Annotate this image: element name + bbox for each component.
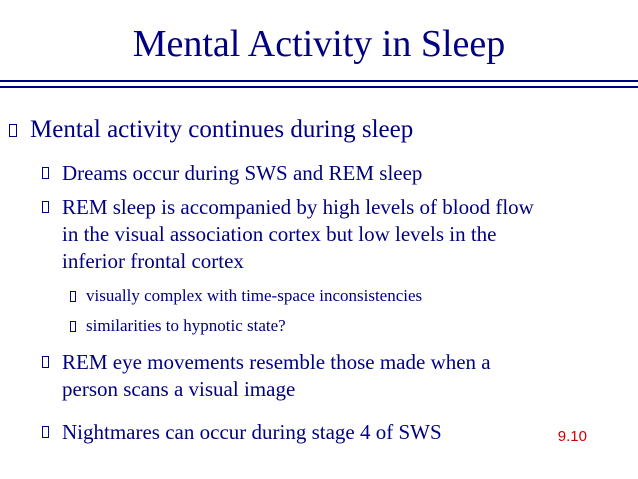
bullet-item-level-3 xyxy=(86,285,422,307)
bullet-line: person scans a visual image xyxy=(62,377,296,401)
bullet-line: in the visual association cortex but low levels in the xyxy=(62,222,497,246)
bullet-icon xyxy=(42,356,49,368)
bullet-line: Dreams occur during SWS and REM sleep xyxy=(62,161,423,185)
bullet-item-level-1 xyxy=(30,116,413,144)
bullet-item-level-2 xyxy=(62,160,422,187)
bullet-item-level-2 xyxy=(62,349,491,403)
bullet-line: Nightmares can occur during stage 4 of SWS xyxy=(62,420,442,444)
bullet-line: similarities to hypnotic state? xyxy=(86,316,286,335)
slide-title: Mental Activity in Sleep xyxy=(132,23,506,65)
bullet-line: REM eye movements resemble those made when a xyxy=(62,350,491,374)
bullet-line: REM sleep is accompanied by high levels of blood flow xyxy=(62,195,534,219)
bullet-icon xyxy=(42,167,49,179)
bullet-item-level-3 xyxy=(86,315,286,337)
bullet-item-level-2 xyxy=(62,194,534,275)
bullet-icon xyxy=(70,321,76,332)
bullet-icon xyxy=(70,291,76,302)
bullet-icon xyxy=(9,124,17,137)
title-divider-bottom xyxy=(0,86,638,88)
bullet-line: Mental activity continues during sleep xyxy=(30,116,414,143)
bullet-icon xyxy=(42,201,49,213)
bullet-icon xyxy=(42,426,49,438)
slide-number: 9.10 xyxy=(557,428,587,445)
bullet-line: visually complex with time-space inconsistencies xyxy=(86,286,423,305)
bullet-item-level-2 xyxy=(62,419,442,446)
bullet-line: inferior frontal cortex xyxy=(62,249,244,273)
title-divider-top xyxy=(0,80,638,82)
